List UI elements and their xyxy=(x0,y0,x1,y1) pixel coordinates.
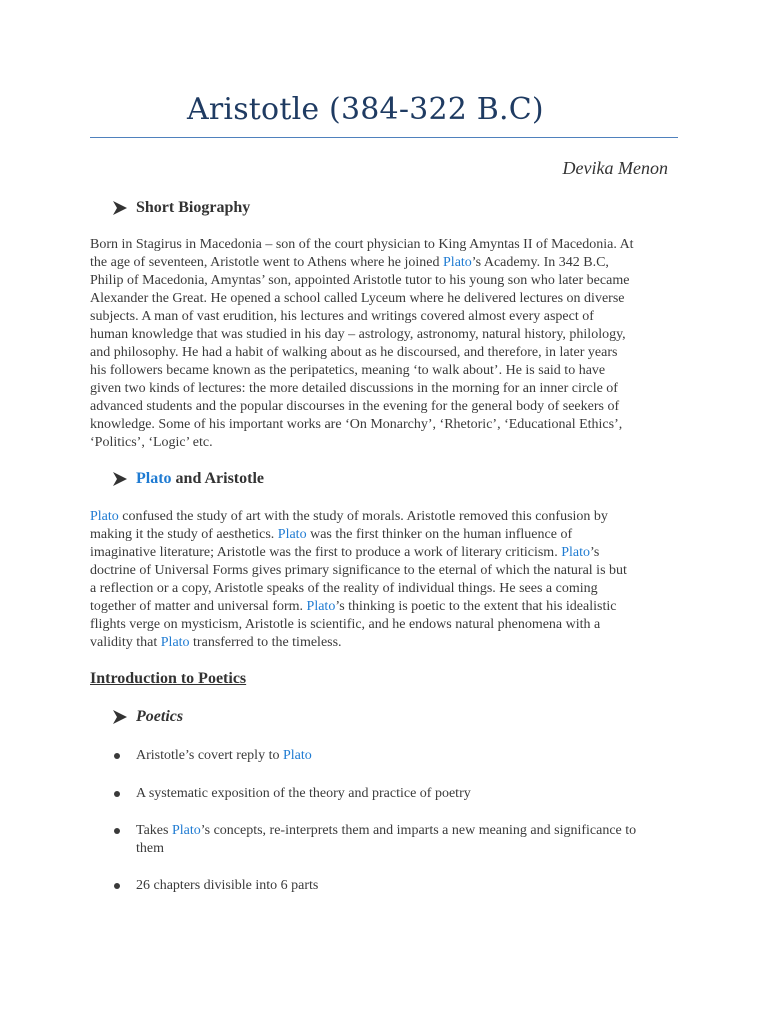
text-line xyxy=(136,747,686,765)
heading-poetics xyxy=(112,708,183,726)
text-segment: subjects. A man of vast erudition, his lectures and writings covered almost every aspect of xyxy=(90,309,594,324)
heading-short-biography xyxy=(112,199,250,217)
text-line xyxy=(90,308,680,326)
plato-link[interactable]: Plato xyxy=(171,823,201,838)
text-segment: making it the study of aesthetics. xyxy=(90,527,278,542)
plato-link[interactable]: Plato xyxy=(443,255,472,270)
text-line xyxy=(90,416,680,434)
text-segment: transferred to the timeless. xyxy=(189,635,342,650)
biography-paragraph xyxy=(90,236,680,452)
text-segment: flights verge on mysticism, Aristotle is scientific, and he endows natural phenomena with a xyxy=(90,617,601,632)
text-segment: Philip of Macedonia, Amyntas’ son, appointed Aristotle tutor to his young son who later became xyxy=(90,273,630,288)
text-segment: them xyxy=(136,841,164,856)
text-segment: together of matter and universal form. xyxy=(90,599,307,614)
text-segment: confused the study of art with the study of morals. Aristotle removed this confusion by xyxy=(118,509,608,524)
text-segment: A systematic exposition of the theory and practice of poetry xyxy=(136,786,471,801)
text-segment: Aristotle’s covert reply to xyxy=(136,748,283,763)
text-segment: and philosophy. He had a habit of walking about as he discoursed, and therefore, in later years xyxy=(90,345,618,360)
text-line xyxy=(90,254,680,272)
text-segment: a reflection or a copy, Aristotle speaks of the reality of individual things. He sees a coming xyxy=(90,581,598,596)
text-line xyxy=(90,236,680,254)
text-segment: was the first thinker on the human influence of xyxy=(306,527,573,542)
text-line xyxy=(90,362,680,380)
text-segment: ’s Academy. In 342 B.C, xyxy=(471,255,609,270)
text-line xyxy=(90,344,680,362)
text-line xyxy=(90,272,680,290)
arrow-bullet-icon xyxy=(112,472,128,486)
list-item-text xyxy=(136,877,686,895)
text-line xyxy=(90,634,680,652)
title-divider xyxy=(90,137,678,138)
arrow-bullet-icon xyxy=(112,201,128,215)
text-segment: ‘Politics’, ‘Logic’ etc. xyxy=(90,435,213,450)
text-segment: ’s xyxy=(589,545,600,560)
text-line xyxy=(90,326,680,344)
plato-aristotle-paragraph xyxy=(90,508,680,652)
list-item-text xyxy=(136,747,686,765)
text-segment: advanced students and the popular discourses in the evening for the general body of seekers of xyxy=(90,399,620,414)
text-segment: human knowledge that was studied in his day – astrology, astronomy, natural history, philology, xyxy=(90,327,626,342)
text-line xyxy=(90,380,680,398)
list-item-text xyxy=(136,785,686,803)
text-segment: imaginative literature; Aristotle was the first to produce a work of literary criticism. xyxy=(90,545,562,560)
text-segment: Takes xyxy=(136,823,172,838)
text-line xyxy=(90,544,680,562)
text-line xyxy=(90,580,680,598)
text-line xyxy=(90,508,680,526)
plato-link[interactable]: Plato xyxy=(282,748,312,763)
text-line xyxy=(90,562,680,580)
plato-link[interactable]: Plato xyxy=(277,527,307,542)
page-title: Aristotle (384-322 B.C) xyxy=(187,92,544,127)
text-segment: knowledge. Some of his important works are ‘On Monarchy’, ‘Rhetoric’, ‘Educational Ethics’, xyxy=(90,417,623,432)
bullet-dot-icon xyxy=(114,883,120,889)
text-segment: the age of seventeen, Aristotle went to Athens where he joined xyxy=(90,255,444,270)
text-line xyxy=(90,526,680,544)
heading-introduction-to-poetics: Introduction to Poetics xyxy=(90,670,247,687)
text-line xyxy=(90,398,680,416)
arrow-bullet-icon xyxy=(112,710,128,724)
text-line xyxy=(136,785,686,803)
heading-text: Poetics xyxy=(136,708,184,725)
text-segment: his followers became known as the peripatetics, meaning ‘to walk about’. He is said to have xyxy=(90,363,606,378)
bullet-dot-icon xyxy=(114,791,120,797)
plato-link[interactable]: Plato xyxy=(90,509,119,524)
text-segment: doctrine of Universal Forms gives primary significance to the eternal of which the natural is but xyxy=(90,563,627,578)
text-segment: validity that xyxy=(90,635,161,650)
plato-link[interactable]: Plato xyxy=(561,545,590,560)
heading-plato-and-aristotle xyxy=(112,470,264,488)
text-segment: 26 chapters divisible into 6 parts xyxy=(136,878,319,893)
text-line xyxy=(90,434,680,452)
text-line xyxy=(136,840,686,858)
bullet-dot-icon xyxy=(114,828,120,834)
text-line xyxy=(136,877,686,895)
bullet-dot-icon xyxy=(114,753,120,759)
text-segment: Born in Stagirus in Macedonia – son of the court physician to King Amyntas II of Macedonia. At xyxy=(90,237,634,252)
text-line xyxy=(136,822,686,840)
plato-link[interactable]: Plato xyxy=(136,470,172,487)
heading-text: Short Biography xyxy=(136,199,251,216)
author-name: Devika Menon xyxy=(562,158,668,178)
text-segment: Alexander the Great. He opened a school called Lyceum where he delivered lectures on diverse xyxy=(90,291,625,306)
text-segment: given two kinds of lectures: the more detailed discussions in the morning for an inner circle of xyxy=(90,381,618,396)
text-line xyxy=(90,598,680,616)
text-segment: ’s thinking is poetic to the extent that his idealistic xyxy=(335,599,617,614)
heading-text: and Aristotle xyxy=(171,470,264,487)
list-item-text xyxy=(136,822,686,858)
text-line xyxy=(90,290,680,308)
plato-link[interactable]: Plato xyxy=(306,599,336,614)
text-line xyxy=(90,616,680,634)
plato-link[interactable]: Plato xyxy=(160,635,190,650)
text-segment: ’s concepts, re-interprets them and imparts a new meaning and significance to xyxy=(200,823,637,838)
